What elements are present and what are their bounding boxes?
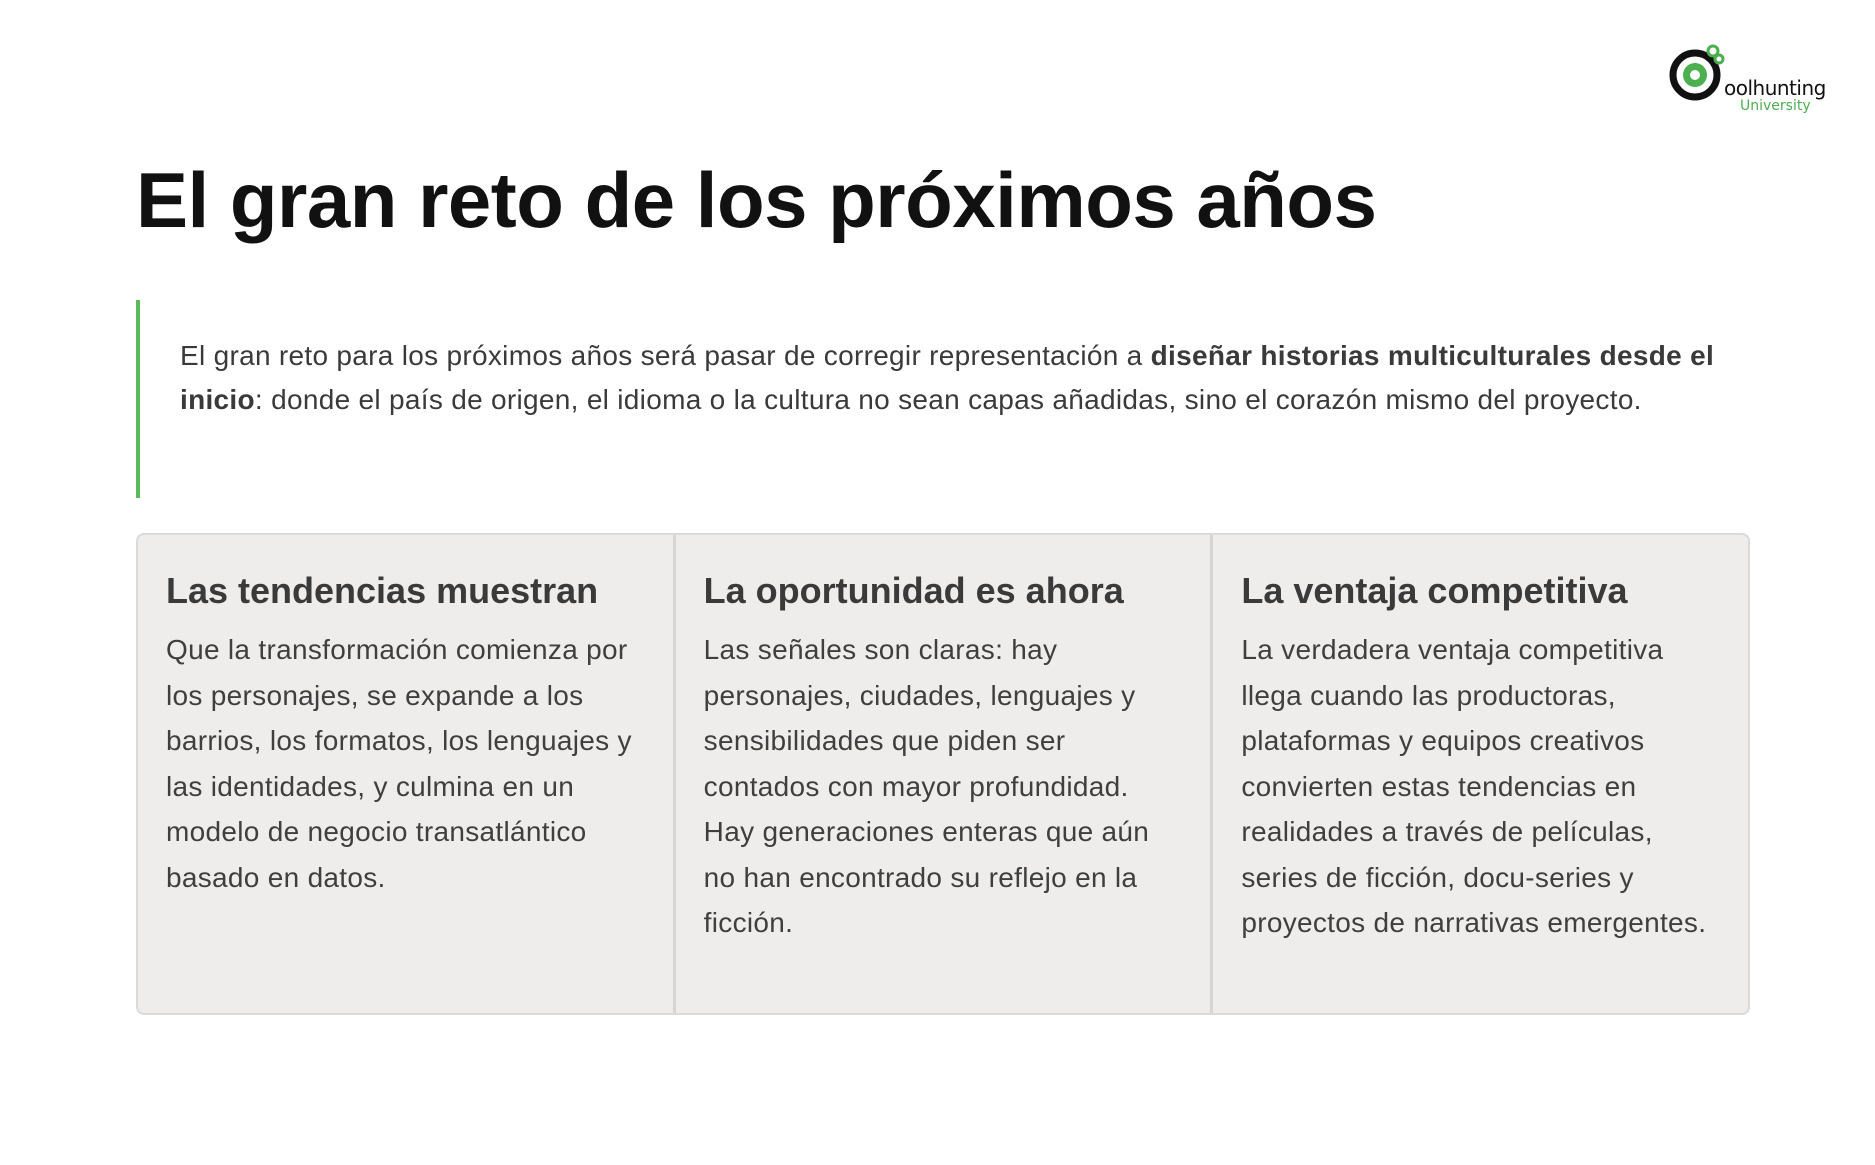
card-oportunidad (676, 535, 1214, 1013)
card-body: La verdadera ventaja competitiva llega cuando las productoras, plataformas y equipos creativos convierten estas tendencias en realidades a través de películas, series de ficción, docu-series y proyectos de narrativas emergentes. (1241, 634, 1707, 938)
card-heading: Las tendencias muestran (166, 570, 599, 611)
card-body: Que la transformación comienza por los personajes, se expande a los barrios, los formatos, los lenguajes y las identidades, y culmina en un modelo de negocio transatlántico basado en datos. (166, 634, 632, 893)
intro-text-bold: diseñar historias multiculturales desde el inicio (180, 340, 1715, 415)
card-ventaja (1213, 535, 1748, 1013)
intro-text-after: : donde el país de origen, el idioma o la cultura no sean capas añadidas, sino el corazón mismo del proyecto. (254, 384, 1642, 415)
card-heading: La ventaja competitiva (1241, 570, 1628, 611)
intro-quote (136, 300, 1756, 498)
card-tendencias (138, 535, 676, 1013)
page-title: El gran reto de los próximos años (136, 156, 1377, 244)
logo-word: oolhunting (1724, 76, 1826, 100)
coolhunting-university-logo (1668, 36, 1853, 120)
card-body: Las señales son claras: hay personajes, ciudades, lenguajes y sensibilidades que piden ser contados con mayor profundidad. Hay generaciones enteras que aún no han encontrado su reflejo en la ficción. (703, 634, 1150, 938)
card-heading: La oportunidad es ahora (703, 570, 1124, 611)
cards-panel (136, 533, 1750, 1015)
intro-paragraph (180, 334, 1756, 422)
logo-subtitle: University (1740, 98, 1811, 114)
intro-text-before: El gran reto para los próximos años será pasar de corregir representación a (180, 340, 1151, 371)
